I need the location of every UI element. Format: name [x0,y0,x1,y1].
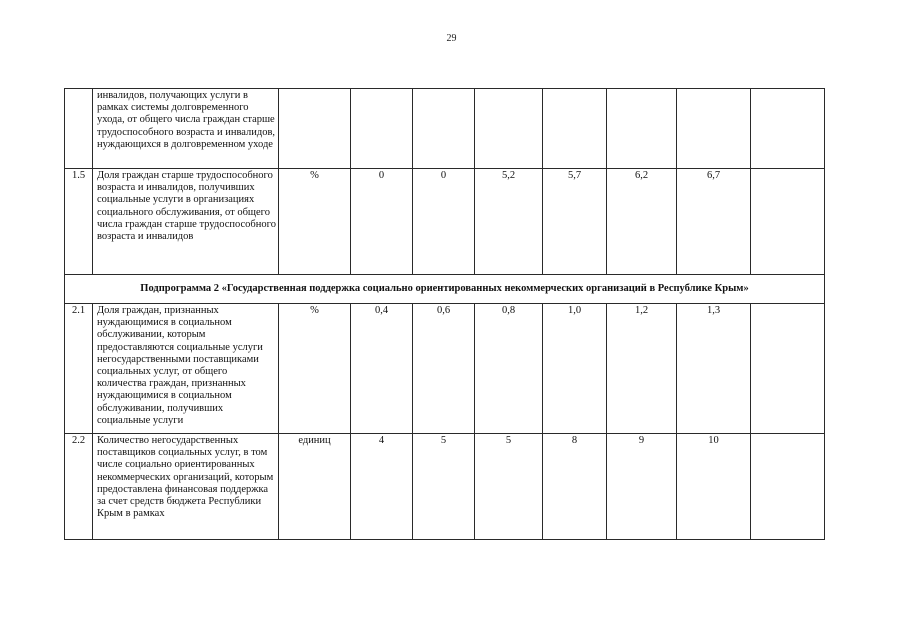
value-cell: 5,7 [543,169,607,275]
indicator-description: Доля граждан, признанных нуждающимися в социальном обслуживании, которым предоставляются социальные услуги негосударственными поставщиками социальных услуг, от общего количества граждан, признанных нуждающимися в социальном обслуживании, получивших социальные услуги [93,304,279,434]
row-number: 1.5 [65,169,93,275]
value-cell: 1,3 [677,304,751,434]
indicators-table [64,88,825,540]
indicator-description: инвалидов, получающих услуги в рамках системы долговременного ухода, от общего числа граждан старше трудоспособного возраста и инвалидов, нуждающихся в долговременном уходе [93,89,279,169]
table-row [65,89,825,169]
value-cell [543,89,607,169]
value-cell: 0 [351,169,413,275]
value-cell: 1,0 [543,304,607,434]
value-cell [351,89,413,169]
table-row [65,169,825,275]
subprogram-title: Подпрограмма 2 «Государственная поддержка социально ориентированных некоммерческих организаций в Республике Крым» [65,275,825,304]
value-cell: 0,8 [475,304,543,434]
indicator-description: Доля граждан старше трудоспособного возраста и инвалидов, получивших социальные услуги в организациях социального обслуживания, от общего числа граждан старше трудоспособного возраста и инвалидов [93,169,279,275]
row-number: 2.1 [65,304,93,434]
extra-cell [751,89,825,169]
value-cell: 0 [413,169,475,275]
table-row [65,434,825,540]
row-number: 2.2 [65,434,93,540]
value-cell [607,89,677,169]
value-cell [413,89,475,169]
value-cell: 6,2 [607,169,677,275]
value-cell: 4 [351,434,413,540]
value-cell: 8 [543,434,607,540]
table-row [65,304,825,434]
unit-cell [279,89,351,169]
value-cell [677,89,751,169]
value-cell [475,89,543,169]
section-row [65,275,825,304]
value-cell: 5 [475,434,543,540]
value-cell: 5,2 [475,169,543,275]
unit-cell: % [279,304,351,434]
extra-cell [751,434,825,540]
extra-cell [751,169,825,275]
value-cell: 1,2 [607,304,677,434]
unit-cell: % [279,169,351,275]
row-number [65,89,93,169]
indicator-description: Количество негосударственных поставщиков социальных услуг, в том числе социально ориентированных некоммерческих организаций, которым предоставлена финансовая поддержка за счет средств бюджета Республики Крым в рамках [93,434,279,540]
value-cell: 10 [677,434,751,540]
value-cell: 0,4 [351,304,413,434]
unit-cell: единиц [279,434,351,540]
value-cell: 6,7 [677,169,751,275]
value-cell: 0,6 [413,304,475,434]
extra-cell [751,304,825,434]
value-cell: 9 [607,434,677,540]
page-number: 29 [446,33,457,44]
value-cell: 5 [413,434,475,540]
